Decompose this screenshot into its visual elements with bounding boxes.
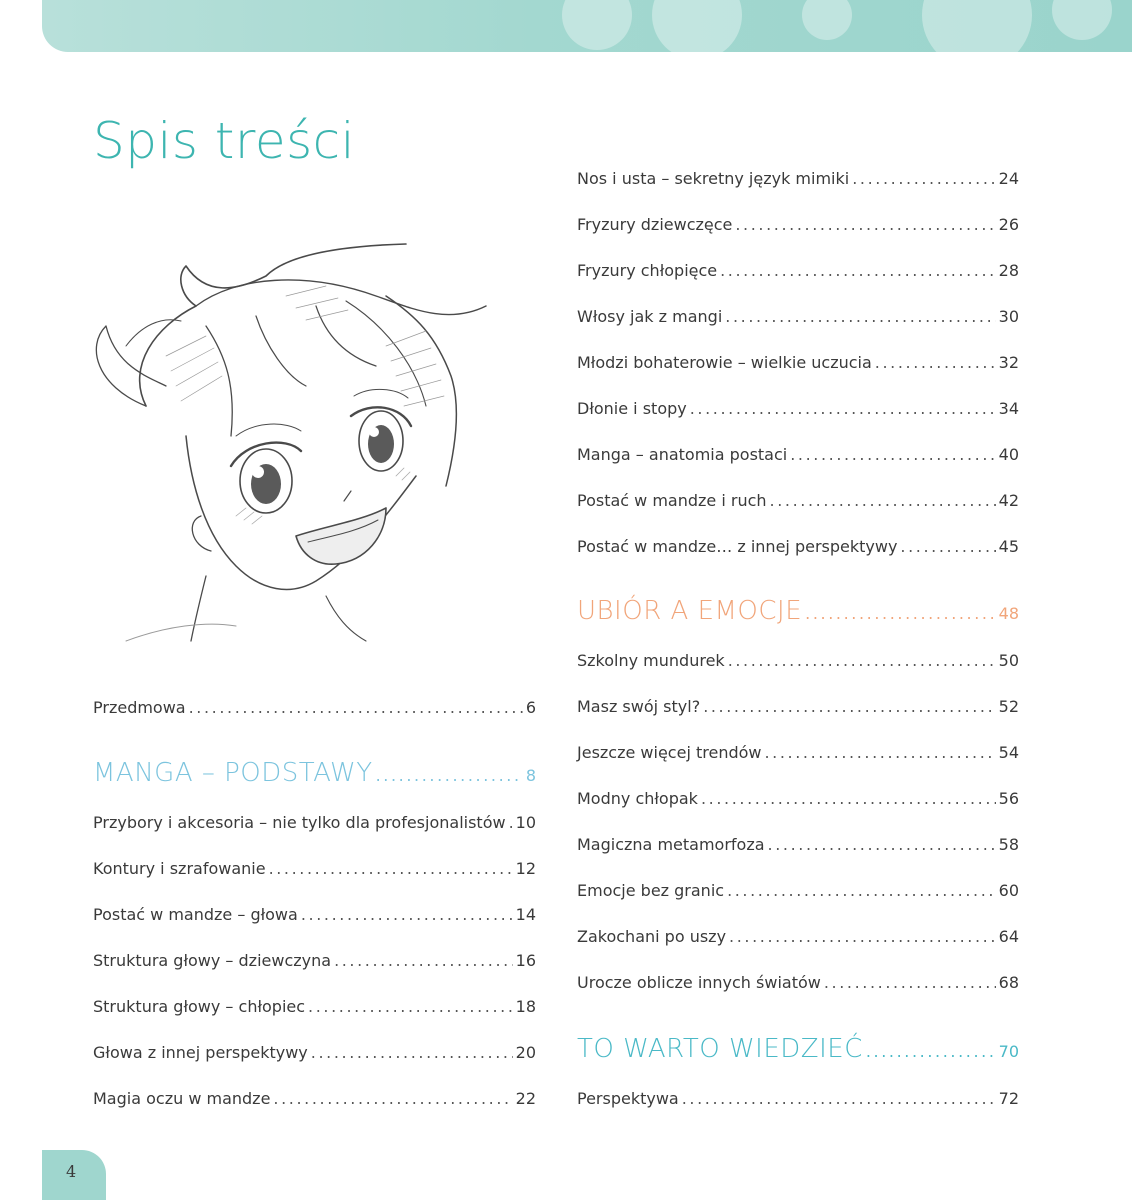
dot-leader — [875, 353, 996, 372]
dot-leader — [768, 835, 996, 854]
toc-entry[interactable]: Postać w mandze i ruch ..... 42 — [577, 491, 1019, 515]
toc-entry[interactable]: Struktura głowy – chłopiec ..... 18 — [93, 997, 536, 1021]
dot-leader — [334, 951, 513, 970]
toc-entry[interactable]: Postać w mandze… z innej perspektywy ..... 45 — [577, 537, 1019, 561]
toc-entry[interactable]: Magiczna metamorfoza ..... 58 — [577, 835, 1019, 859]
dot-leader — [728, 651, 996, 670]
toc-section-heading[interactable]: UBIÓR A EMOCJE ..... 48 — [577, 596, 1019, 632]
toc-entry[interactable]: Włosy jak z mangi ..... 30 — [577, 307, 1019, 331]
dot-leader — [727, 881, 996, 900]
dot-leader — [852, 169, 995, 188]
toc-entry[interactable]: Manga – anatomia postaci ..... 40 — [577, 445, 1019, 469]
dot-leader — [269, 859, 513, 878]
dot-leader — [805, 604, 995, 623]
dot-leader — [770, 491, 996, 510]
toc-entry[interactable]: Szkolny mundurek ..... 50 — [577, 651, 1019, 675]
toc-entry[interactable]: Przedmowa ..... 6 — [93, 698, 536, 722]
toc-entry[interactable]: Urocze oblicze innych światów ..... 68 — [577, 973, 1019, 997]
toc-entry[interactable]: Perspektywa ..... 72 — [577, 1089, 1019, 1113]
page-number: 4 — [66, 1162, 77, 1181]
page-number-tab — [42, 1150, 106, 1200]
dot-leader — [729, 927, 996, 946]
toc-entry[interactable]: Magia oczu w mandze ..... 22 — [93, 1089, 536, 1113]
toc-entry[interactable]: Zakochani po uszy ..... 64 — [577, 927, 1019, 951]
dot-leader — [311, 1043, 513, 1062]
toc-entry[interactable]: Przybory i akcesoria – nie tylko dla profesjonalistów ..... 10 — [93, 813, 536, 837]
toc-entry[interactable]: Masz swój styl? ..... 52 — [577, 697, 1019, 721]
dot-leader — [900, 537, 995, 556]
toc-entry[interactable]: Struktura głowy – dziewczyna ..... 16 — [93, 951, 536, 975]
dot-leader — [725, 307, 995, 326]
dot-leader — [682, 1089, 996, 1108]
dot-leader — [301, 905, 513, 924]
toc-entry[interactable]: Kontury i szrafowanie ..... 12 — [93, 859, 536, 883]
dot-leader — [824, 973, 996, 992]
toc-entry[interactable]: Dłonie i stopy ..... 34 — [577, 399, 1019, 423]
dot-leader — [376, 766, 523, 785]
dot-leader — [308, 997, 513, 1016]
dot-leader — [509, 813, 513, 832]
toc-right-column — [577, 0, 1019, 1200]
dot-leader — [273, 1089, 512, 1108]
dot-leader — [701, 789, 996, 808]
dot-leader — [720, 261, 996, 280]
toc-entry[interactable]: Młodzi bohaterowie – wielkie uczucia ..... 32 — [577, 353, 1019, 377]
toc-entry[interactable]: Modny chłopak ..... 56 — [577, 789, 1019, 813]
dot-leader — [703, 697, 995, 716]
dot-leader — [866, 1042, 996, 1061]
toc-section-heading[interactable]: TO WARTO WIEDZIEĆ ..... 70 — [577, 1034, 1019, 1070]
toc-section-heading[interactable]: MANGA – PODSTAWY ..... 8 — [93, 758, 536, 794]
dot-leader — [764, 743, 995, 762]
toc-entry[interactable]: Nos i usta – sekretny język mimiki ..... 24 — [577, 169, 1019, 193]
toc-left-column — [93, 0, 536, 1200]
toc-entry[interactable]: Emocje bez granic ..... 60 — [577, 881, 1019, 905]
page-title: Spis treści — [93, 112, 356, 170]
toc-entry[interactable]: Fryzury chłopięce ..... 28 — [577, 261, 1019, 285]
dot-leader — [790, 445, 995, 464]
toc-entry[interactable]: Jeszcze więcej trendów ..... 54 — [577, 743, 1019, 767]
toc-entry[interactable]: Fryzury dziewczęce ..... 26 — [577, 215, 1019, 239]
toc-entry[interactable]: Postać w mandze – głowa ..... 14 — [93, 905, 536, 929]
dot-leader — [189, 698, 523, 717]
dot-leader — [735, 215, 995, 234]
dot-leader — [690, 399, 996, 418]
toc-entry[interactable]: Głowa z innej perspektywy ..... 20 — [93, 1043, 536, 1067]
